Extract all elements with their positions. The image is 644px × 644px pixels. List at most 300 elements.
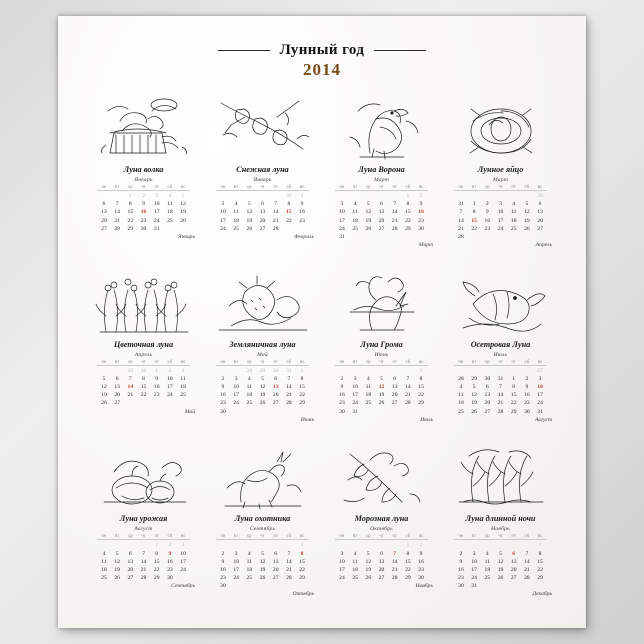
day-cell[interactable]: 15 [299,558,305,565]
day-cell[interactable]: 22 [299,566,305,573]
day-cell[interactable]: 29 [299,575,305,582]
day-cell[interactable]: 19 [524,217,530,224]
day-cell[interactable]: 2 [525,375,529,382]
day-cell[interactable]: 7 [406,375,410,382]
day-cell[interactable]: 15 [510,392,517,399]
day-cell[interactable]: 20 [127,566,134,573]
day-cell[interactable]: 14 [497,392,504,399]
day-cell[interactable]: 20 [272,566,279,573]
day-cell[interactable]: 9 [142,201,145,208]
day-cell[interactable]: 3 [538,375,542,382]
day-cell[interactable]: 10 [220,209,226,216]
day-cell[interactable]: 29 [127,225,134,232]
day-cell[interactable]: 6 [128,550,132,557]
day-cell[interactable]: 18 [180,384,186,391]
day-cell[interactable]: 14 [458,217,464,224]
day-cell[interactable]: 2 [419,542,423,549]
day-cell[interactable]: 28 [524,575,530,582]
day-cell[interactable]: 24 [471,575,477,582]
day-cell[interactable]: 27 [537,367,543,374]
day-cell[interactable]: 6 [380,550,383,557]
day-cell[interactable]: 12 [259,384,266,391]
day-cell[interactable]: 13 [259,209,266,216]
day-cell[interactable]: 24 [537,400,543,407]
day-cell[interactable]: 21 [391,566,398,573]
day-cell[interactable]: 1 [419,367,423,374]
day-cell[interactable]: 14 [391,558,398,565]
day-cell[interactable]: 25 [180,392,186,399]
day-cell[interactable]: 2 [419,193,423,199]
day-cell[interactable]: 16 [220,392,226,399]
day-cell[interactable]: 9 [155,375,159,382]
day-cell[interactable]: 7 [525,550,529,557]
day-cell[interactable]: 15 [405,209,411,216]
day-cell[interactable]: 3 [221,201,225,208]
day-cell[interactable]: 3 [181,367,185,374]
day-cell[interactable]: 11 [101,558,107,565]
day-cell[interactable]: 21 [286,566,292,573]
day-cell[interactable]: 23 [299,217,305,224]
day-cell[interactable]: 24 [233,575,239,582]
day-cell[interactable]: 5 [261,375,264,382]
day-cell[interactable]: 24 [233,400,239,407]
day-cell[interactable]: 20 [378,566,385,573]
day-cell[interactable]: 22 [405,217,411,224]
day-cell[interactable]: 14 [127,384,134,391]
day-cell[interactable]: 6 [512,550,516,557]
day-cell[interactable]: 3 [472,550,476,557]
day-cell[interactable]: 22 [510,400,517,407]
day-cell[interactable]: 25 [101,575,107,582]
day-cell[interactable]: 22 [537,566,543,573]
day-cell[interactable]: 28 [405,400,411,407]
day-cell[interactable]: 30 [272,367,279,374]
day-cell[interactable]: 1 [300,542,304,549]
day-cell[interactable]: 9 [168,550,172,557]
day-cell[interactable]: 21 [405,392,411,399]
day-cell[interactable]: 4 [234,201,238,208]
day-cell[interactable]: 31 [458,201,464,208]
day-cell[interactable]: 21 [114,217,120,224]
day-cell[interactable]: 5 [472,384,476,391]
day-cell[interactable]: 5 [499,550,502,557]
day-cell[interactable]: 18 [484,566,491,573]
day-cell[interactable]: 25 [167,217,173,224]
day-cell[interactable]: 22 [127,217,134,224]
day-cell[interactable]: 14 [524,558,530,565]
day-cell[interactable]: 27 [272,400,279,407]
day-cell[interactable]: 19 [114,566,120,573]
day-cell[interactable]: 7 [287,375,291,382]
day-cell[interactable]: 17 [233,392,239,399]
day-cell[interactable]: 28 [391,575,398,582]
day-cell[interactable]: 13 [114,384,120,391]
day-cell[interactable]: 13 [272,384,279,391]
day-cell[interactable]: 4 [247,375,251,382]
day-cell[interactable]: 24 [167,392,173,399]
day-cell[interactable]: 10 [339,209,345,216]
day-cell[interactable]: 12 [180,201,186,208]
day-cell[interactable]: 19 [259,392,266,399]
day-cell[interactable]: 21 [458,225,464,232]
day-cell[interactable]: 9 [340,384,344,391]
day-cell[interactable]: 5 [181,193,185,199]
day-cell[interactable]: 26 [114,575,120,582]
day-cell[interactable]: 2 [221,550,225,557]
day-cell[interactable]: 26 [365,575,372,582]
day-cell[interactable]: 16 [299,209,305,216]
day-cell[interactable]: 31 [339,233,345,240]
day-cell[interactable]: 28 [286,575,292,582]
day-cell[interactable]: 22 [418,392,424,399]
day-cell[interactable]: 1 [512,375,516,382]
day-cell[interactable]: 11 [484,558,490,565]
day-cell[interactable]: 25 [246,400,253,407]
day-cell[interactable]: 6 [102,201,106,208]
day-cell[interactable]: 3 [234,550,238,557]
day-cell[interactable]: 27 [114,400,120,407]
day-cell[interactable]: 8 [300,550,304,557]
day-cell[interactable]: 30 [339,408,345,415]
day-cell[interactable]: 28 [286,400,292,407]
day-cell[interactable]: 11 [180,375,186,382]
day-cell[interactable]: 3 [340,550,344,557]
day-cell[interactable]: 7 [115,201,119,208]
day-cell[interactable]: 8 [419,375,423,382]
day-cell[interactable]: 8 [128,201,132,208]
day-cell[interactable]: 7 [393,201,397,208]
day-cell[interactable]: 12 [246,209,253,216]
day-cell[interactable]: 6 [274,375,278,382]
day-cell[interactable]: 11 [167,201,173,208]
day-cell[interactable]: 1 [300,367,304,374]
day-cell[interactable]: 11 [352,558,358,565]
day-cell[interactable]: 5 [115,550,119,557]
day-cell[interactable]: 20 [510,566,517,573]
day-cell[interactable]: 22 [153,566,160,573]
day-cell[interactable]: 13 [484,392,491,399]
day-cell[interactable]: 18 [246,392,253,399]
day-cell[interactable]: 3 [234,375,238,382]
day-cell[interactable]: 13 [378,209,385,216]
day-cell[interactable]: 4 [102,550,106,557]
day-cell[interactable]: 24 [220,225,226,232]
day-cell[interactable]: 10 [233,384,239,391]
day-cell[interactable]: 11 [365,384,371,391]
day-cell[interactable]: 20 [391,392,398,399]
day-cell[interactable]: 15 [140,384,147,391]
day-cell[interactable]: 6 [393,375,397,382]
day-cell[interactable]: 19 [497,566,504,573]
day-cell[interactable]: 19 [471,400,477,407]
day-cell[interactable]: 11 [458,392,464,399]
day-cell[interactable]: 10 [537,384,543,391]
day-cell[interactable]: 18 [365,392,372,399]
day-cell[interactable]: 21 [140,566,147,573]
day-cell[interactable]: 17 [153,209,160,216]
day-cell[interactable]: 29 [471,375,477,382]
day-cell[interactable]: 25 [352,225,358,232]
day-cell[interactable]: 17 [339,217,345,224]
day-cell[interactable]: 23 [220,575,226,582]
day-cell[interactable]: 26 [259,575,266,582]
day-cell[interactable]: 28 [458,233,464,240]
day-cell[interactable]: 29 [537,575,543,582]
day-cell[interactable]: 30 [418,575,424,582]
day-cell[interactable]: 6 [485,384,489,391]
day-cell[interactable]: 1 [155,542,159,549]
day-cell[interactable]: 8 [406,550,410,557]
day-cell[interactable]: 12 [101,384,107,391]
day-cell[interactable]: 29 [510,408,517,415]
day-cell[interactable]: 19 [246,217,253,224]
day-cell[interactable]: 9 [525,384,529,391]
day-cell[interactable]: 6 [274,550,278,557]
day-cell[interactable]: 2 [340,375,344,382]
day-cell[interactable]: 14 [405,384,411,391]
day-cell[interactable]: 7 [393,550,397,557]
day-cell[interactable]: 29 [299,400,305,407]
day-cell[interactable]: 23 [140,217,147,224]
day-cell[interactable]: 27 [378,225,385,232]
day-cell[interactable]: 8 [512,384,516,391]
day-cell[interactable]: 3 [499,201,502,208]
day-cell[interactable]: 10 [352,384,358,391]
day-cell[interactable]: 12 [471,392,477,399]
day-cell[interactable]: 13 [537,209,543,216]
day-cell[interactable]: 18 [352,217,358,224]
day-cell[interactable]: 3 [353,375,357,382]
day-cell[interactable]: 31 [153,225,160,232]
day-cell[interactable]: 8 [155,550,159,557]
day-cell[interactable]: 25 [233,225,239,232]
day-cell[interactable]: 4 [485,550,489,557]
day-cell[interactable]: 26 [101,400,107,407]
day-cell[interactable]: 9 [221,558,225,565]
day-cell[interactable]: 7 [287,550,291,557]
day-cell[interactable]: 8 [300,375,304,382]
day-cell[interactable]: 8 [538,550,542,557]
day-cell[interactable]: 28 [497,408,504,415]
day-cell[interactable]: 19 [365,217,372,224]
day-cell[interactable]: 5 [261,550,264,557]
day-cell[interactable]: 11 [246,558,252,565]
day-cell[interactable]: 21 [524,566,530,573]
day-cell[interactable]: 30 [220,408,226,415]
day-cell[interactable]: 25 [510,225,517,232]
day-cell[interactable]: 14 [140,558,147,565]
day-cell[interactable]: 6 [380,201,383,208]
day-cell[interactable]: 6 [261,201,264,208]
day-cell[interactable]: 22 [286,217,292,224]
day-cell[interactable]: 20 [101,217,107,224]
day-cell[interactable]: 21 [497,400,504,407]
day-cell[interactable]: 15 [153,558,160,565]
day-cell[interactable]: 1 [406,542,410,549]
day-cell[interactable]: 16 [418,209,424,216]
day-cell[interactable]: 16 [418,558,424,565]
day-cell[interactable]: 2 [221,375,225,382]
day-cell[interactable]: 16 [220,566,226,573]
day-cell[interactable]: 12 [524,209,530,216]
day-cell[interactable]: 23 [484,225,491,232]
day-cell[interactable]: 21 [286,392,292,399]
day-cell[interactable]: 28 [391,225,398,232]
day-cell[interactable]: 25 [246,575,253,582]
day-cell[interactable]: 15 [471,217,477,224]
day-cell[interactable]: 26 [497,575,504,582]
day-cell[interactable]: 4 [353,201,357,208]
day-cell[interactable]: 16 [140,209,147,216]
day-cell[interactable]: 29 [405,225,411,232]
day-cell[interactable]: 5 [102,375,106,382]
day-cell[interactable]: 16 [524,392,530,399]
day-cell[interactable]: 7 [499,384,502,391]
day-cell[interactable]: 26 [246,225,253,232]
day-cell[interactable]: 14 [286,384,292,391]
day-cell[interactable]: 29 [418,400,424,407]
day-cell[interactable]: 27 [259,225,266,232]
day-cell[interactable]: 27 [391,400,398,407]
day-cell[interactable]: 18 [101,566,107,573]
day-cell[interactable]: 15 [537,558,543,565]
day-cell[interactable]: 4 [247,550,251,557]
day-cell[interactable]: 16 [484,217,491,224]
day-cell[interactable]: 30 [220,583,226,590]
day-cell[interactable]: 3 [181,542,185,549]
day-cell[interactable]: 23 [418,566,424,573]
day-cell[interactable]: 7 [142,550,145,557]
day-cell[interactable]: 23 [153,392,160,399]
day-cell[interactable]: 1 [300,193,304,199]
day-cell[interactable]: 13 [378,558,385,565]
day-cell[interactable]: 5 [247,201,251,208]
day-cell[interactable]: 10 [471,558,477,565]
day-cell[interactable]: 11 [246,384,252,391]
day-cell[interactable]: 11 [233,209,239,216]
day-cell[interactable]: 1 [155,367,159,374]
day-cell[interactable]: 21 [272,217,279,224]
day-cell[interactable]: 8 [472,209,476,216]
day-cell[interactable]: 18 [167,209,173,216]
day-cell[interactable]: 21 [127,392,134,399]
day-cell[interactable]: 17 [537,392,543,399]
day-cell[interactable]: 26 [259,400,266,407]
day-cell[interactable]: 2 [142,193,145,199]
day-cell[interactable]: 12 [497,558,504,565]
day-cell[interactable]: 7 [459,209,463,216]
day-cell[interactable]: 27 [127,575,134,582]
day-cell[interactable]: 10 [153,201,160,208]
day-cell[interactable]: 26 [365,225,372,232]
day-cell[interactable]: 17 [220,217,226,224]
day-cell[interactable]: 22 [405,566,411,573]
day-cell[interactable]: 17 [339,566,345,573]
day-cell[interactable]: 23 [339,400,345,407]
day-cell[interactable]: 25 [352,575,358,582]
day-cell[interactable]: 16 [458,566,464,573]
day-cell[interactable]: 26 [378,400,385,407]
day-cell[interactable]: 12 [378,384,385,391]
day-cell[interactable]: 28 [114,225,120,232]
day-cell[interactable]: 4 [366,375,370,382]
day-cell[interactable]: 19 [378,392,385,399]
day-cell[interactable]: 10 [339,558,345,565]
day-cell[interactable]: 19 [259,566,266,573]
day-cell[interactable]: 9 [221,384,225,391]
day-cell[interactable]: 16 [153,384,160,391]
day-cell[interactable]: 5 [525,201,529,208]
day-cell[interactable]: 30 [537,193,543,199]
day-cell[interactable]: 30 [167,575,173,582]
day-cell[interactable]: 14 [391,209,398,216]
day-cell[interactable]: 17 [233,566,239,573]
day-cell[interactable]: 12 [365,209,372,216]
day-cell[interactable]: 23 [458,575,464,582]
day-cell[interactable]: 19 [365,566,372,573]
day-cell[interactable]: 25 [365,400,372,407]
day-cell[interactable]: 18 [233,217,239,224]
day-cell[interactable]: 18 [510,217,517,224]
day-cell[interactable]: 13 [391,384,398,391]
day-cell[interactable]: 11 [510,209,517,216]
day-cell[interactable]: 24 [339,225,345,232]
day-cell[interactable]: 18 [246,566,253,573]
day-cell[interactable]: 9 [485,209,489,216]
day-cell[interactable]: 7 [274,201,278,208]
day-cell[interactable]: 20 [378,217,385,224]
day-cell[interactable]: 28 [140,575,147,582]
day-cell[interactable]: 27 [484,408,491,415]
day-cell[interactable]: 31 [497,375,504,382]
day-cell[interactable]: 9 [459,558,463,565]
day-cell[interactable]: 24 [352,400,358,407]
day-cell[interactable]: 19 [101,392,107,399]
day-cell[interactable]: 16 [167,558,173,565]
day-cell[interactable]: 23 [418,217,424,224]
day-cell[interactable]: 26 [180,217,186,224]
day-cell[interactable]: 4 [512,201,516,208]
day-cell[interactable]: 23 [220,400,226,407]
day-cell[interactable]: 27 [378,575,385,582]
day-cell[interactable]: 13 [272,558,279,565]
day-cell[interactable]: 13 [127,558,134,565]
day-cell[interactable]: 19 [180,209,186,216]
day-cell[interactable]: 14 [286,558,292,565]
day-cell[interactable]: 29 [259,367,266,374]
day-cell[interactable]: 9 [419,201,423,208]
day-cell[interactable]: 15 [418,384,424,391]
day-cell[interactable]: 1 [538,542,542,549]
day-cell[interactable]: 25 [458,408,464,415]
day-cell[interactable]: 17 [180,558,186,565]
day-cell[interactable]: 17 [167,384,173,391]
day-cell[interactable]: 6 [115,375,119,382]
day-cell[interactable]: 5 [366,201,370,208]
day-cell[interactable]: 31 [286,193,292,199]
day-cell[interactable]: 4 [353,550,357,557]
day-cell[interactable]: 30 [140,225,147,232]
day-cell[interactable]: 27 [510,575,517,582]
day-cell[interactable]: 9 [300,201,304,208]
day-cell[interactable]: 20 [259,217,266,224]
day-cell[interactable]: 2 [168,542,172,549]
day-cell[interactable]: 15 [405,558,411,565]
day-cell[interactable]: 20 [114,392,120,399]
day-cell[interactable]: 9 [419,550,423,557]
day-cell[interactable]: 18 [458,400,464,407]
day-cell[interactable]: 24 [153,217,160,224]
